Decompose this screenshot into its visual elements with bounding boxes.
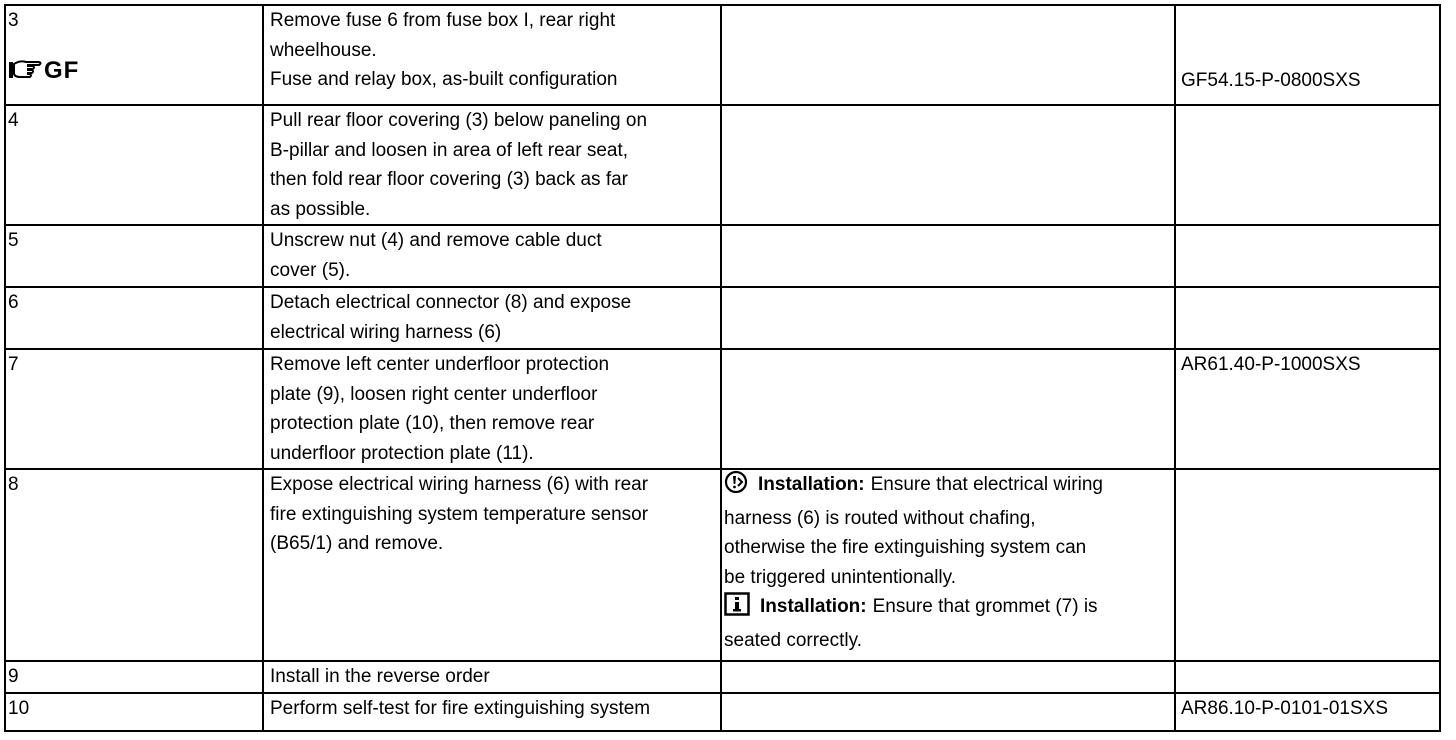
step-number: 10: [8, 698, 30, 719]
table-row: [5, 105, 1440, 225]
step-cell: [5, 349, 263, 469]
action-cell: [263, 5, 721, 105]
step-number: 8: [8, 474, 19, 495]
step-cell: [5, 5, 263, 105]
table-row: [5, 5, 1440, 105]
gf-label: GF: [44, 56, 80, 84]
installation-label: Installation:: [758, 474, 865, 495]
action-line: cover (5).: [270, 259, 351, 281]
action-line: underfloor protection plate (11).: [270, 442, 534, 464]
table-row: [5, 349, 1440, 469]
step-cell: [5, 469, 263, 661]
table-row: [5, 469, 1440, 661]
notes-cell: [721, 661, 1175, 693]
reference-cell: [1175, 693, 1440, 731]
installation-note-info: [724, 592, 1174, 626]
table-row: [5, 225, 1440, 287]
installation-label: Installation:: [760, 596, 867, 617]
step-cell: [5, 287, 263, 349]
action-line: electrical wiring harness (6): [270, 321, 502, 343]
action-line: fire extinguishing system temperature sensor: [270, 503, 649, 525]
warning-circle-icon: [724, 470, 748, 504]
note-text: otherwise the fire extinguishing system can: [724, 537, 1087, 558]
action-cell: [263, 693, 721, 731]
procedure-table: [4, 4, 1441, 732]
reference-cell: [1175, 349, 1440, 469]
action-line: Expose electrical wiring harness (6) with rear: [270, 474, 649, 495]
reference-link[interactable]: AR86.10-P-0101-01SXS: [1181, 698, 1389, 719]
action-line: protection plate (10), then remove rear: [270, 413, 595, 434]
step-number: 4: [8, 110, 19, 131]
note-text: be triggered unintentionally.: [724, 566, 957, 588]
notes-cell: [721, 693, 1175, 731]
action-cell: [263, 105, 721, 225]
action-line: B-pillar and loosen in area of left rear seat,: [270, 139, 629, 161]
action-line: wheelhouse.: [270, 39, 377, 61]
table-row: [5, 661, 1440, 693]
step-cell: [5, 225, 263, 287]
table-row: [5, 693, 1440, 731]
reference-link[interactable]: GF54.15-P-0800SXS: [1181, 70, 1361, 91]
action-line: plate (9), loosen right center underfloor: [270, 383, 598, 405]
notes-cell: [721, 225, 1175, 287]
note-text: harness (6) is routed without chafing,: [724, 507, 1036, 529]
action-line: Remove left center underfloor protection: [270, 354, 610, 375]
action-line: Detach electrical connector (8) and expose: [270, 292, 632, 313]
reference-cell: [1175, 225, 1440, 287]
spacer: [1181, 36, 1439, 66]
notes-cell: [721, 5, 1175, 105]
reference-link[interactable]: AR61.40-P-1000SXS: [1181, 354, 1361, 375]
step-number: 5: [8, 230, 19, 251]
action-cell: [263, 661, 721, 693]
notes-cell: [721, 469, 1175, 661]
step-number: 3: [8, 10, 19, 31]
reference-cell: [1175, 661, 1440, 693]
info-box-icon: [724, 592, 750, 626]
note-text: seated correctly.: [724, 629, 862, 651]
step-number: 7: [8, 354, 19, 375]
action-line: then fold rear floor covering (3) back as far: [270, 169, 629, 190]
gf-marker: [8, 56, 262, 88]
reference-cell: [1175, 105, 1440, 225]
note-text: Ensure that electrical wiring: [870, 474, 1103, 495]
pointing-hand-icon: [8, 58, 42, 88]
action-cell: [263, 469, 721, 661]
notes-cell: [721, 287, 1175, 349]
reference-cell: [1175, 5, 1440, 105]
step-number: 9: [8, 666, 19, 687]
installation-note-warning: [724, 470, 1174, 504]
spacer: [1181, 6, 1439, 36]
step-number: 6: [8, 292, 19, 313]
action-cell: [263, 349, 721, 469]
step-cell: [5, 693, 263, 731]
notes-cell: [721, 349, 1175, 469]
reference-cell: [1175, 469, 1440, 661]
action-line: Install in the reverse order: [270, 666, 490, 687]
step-cell: [5, 661, 263, 693]
reference-cell: [1175, 287, 1440, 349]
action-line: Perform self-test for fire extinguishing system: [270, 698, 651, 719]
action-line: Remove fuse 6 from fuse box I, rear right: [270, 10, 616, 31]
notes-cell: [721, 105, 1175, 225]
action-line: Pull rear floor covering (3) below paneling on: [270, 110, 648, 131]
action-line: as possible.: [270, 198, 371, 220]
step-cell: [5, 105, 263, 225]
table-row: [5, 287, 1440, 349]
action-line: Fuse and relay box, as-built configuration: [270, 69, 618, 90]
action-line: (B65/1) and remove.: [270, 533, 444, 554]
action-line: Unscrew nut (4) and remove cable duct: [270, 230, 602, 251]
action-cell: [263, 287, 721, 349]
action-cell: [263, 225, 721, 287]
note-text: Ensure that grommet (7) is: [872, 596, 1098, 617]
